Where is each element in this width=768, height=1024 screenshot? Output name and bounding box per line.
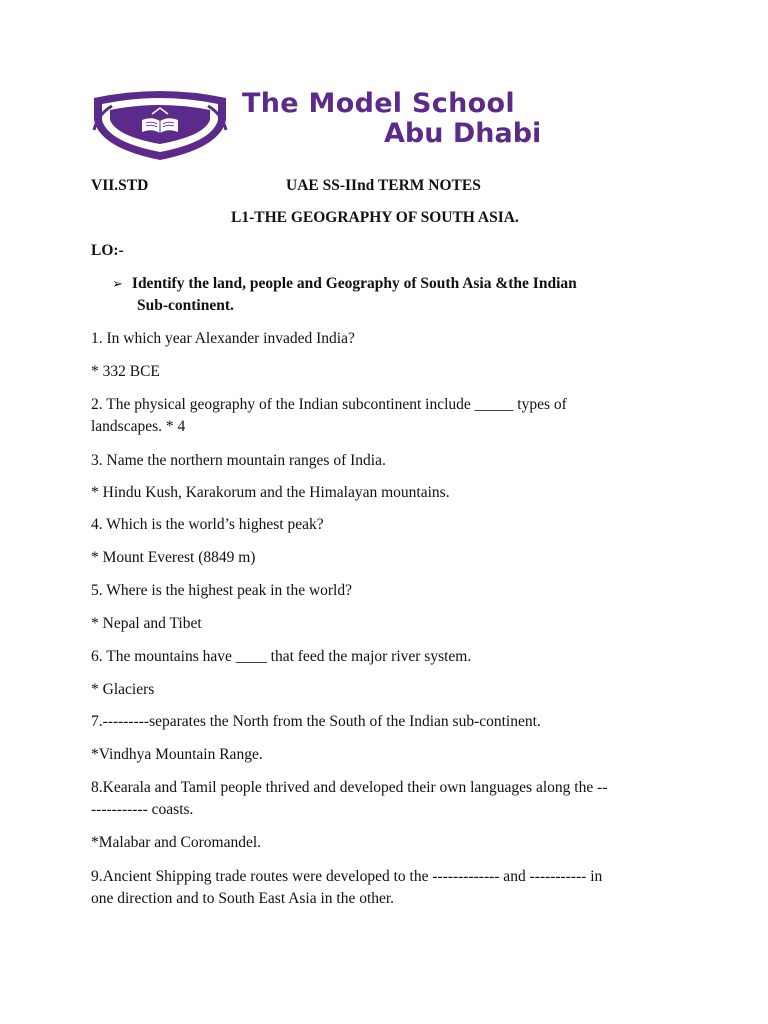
answer-3: * Hindu Kush, Karakorum and the Himalayan mountains. — [91, 484, 450, 501]
arrow-bullet-icon: ➢ — [112, 277, 123, 292]
question-8-line2: ----------- coasts. — [91, 801, 194, 818]
question-9-line2: one direction and to South East Asia in the other. — [91, 890, 395, 907]
question-7: 7.---------separates the North from the South of the Indian sub-continent. — [91, 713, 541, 730]
objective-text-line2: Sub-continent. — [137, 297, 234, 314]
question-2-line2: landscapes. * 4 — [91, 418, 186, 435]
school-name-line2: Abu Dhabi — [384, 118, 542, 149]
term-notes-title: UAE SS-IInd TERM NOTES — [286, 177, 481, 194]
question-1: 1. In which year Alexander invaded India? — [91, 330, 355, 347]
class-label: VII.STD — [91, 177, 149, 194]
question-2-line1: 2. The physical geography of the Indian subcontinent include _____ types of — [91, 396, 567, 413]
answer-6: * Glaciers — [91, 681, 155, 698]
school-header — [88, 88, 588, 162]
question-5: 5. Where is the highest peak in the world? — [91, 582, 352, 599]
school-name — [242, 90, 602, 147]
answer-4: * Mount Everest (8849 m) — [91, 549, 256, 566]
question-9-line1: 9.Ancient Shipping trade routes were developed to the ------------- and ----------- in — [91, 868, 603, 885]
question-8-line1: 8.Kearala and Tamil people thrived and developed their own languages along the -- — [91, 779, 608, 796]
school-crest-icon — [90, 90, 230, 162]
learning-objective-label: LO:- — [91, 242, 124, 259]
answer-5: * Nepal and Tibet — [91, 615, 202, 632]
question-3: 3. Name the northern mountain ranges of India. — [91, 452, 386, 469]
objective-item — [112, 273, 577, 295]
school-name-line1: The Model School — [242, 88, 515, 119]
answer-7: *Vindhya Mountain Range. — [91, 746, 263, 763]
lesson-title: L1-THE GEOGRAPHY OF SOUTH ASIA. — [231, 209, 519, 226]
answer-1: * 332 BCE — [91, 363, 160, 380]
question-6: 6. The mountains have ____ that feed the major river system. — [91, 648, 472, 665]
objective-text-line1: Identify the land, people and Geography of South Asia &the Indian — [131, 275, 577, 292]
answer-8: *Malabar and Coromandel. — [91, 834, 262, 851]
question-4: 4. Which is the world’s highest peak? — [91, 516, 324, 533]
